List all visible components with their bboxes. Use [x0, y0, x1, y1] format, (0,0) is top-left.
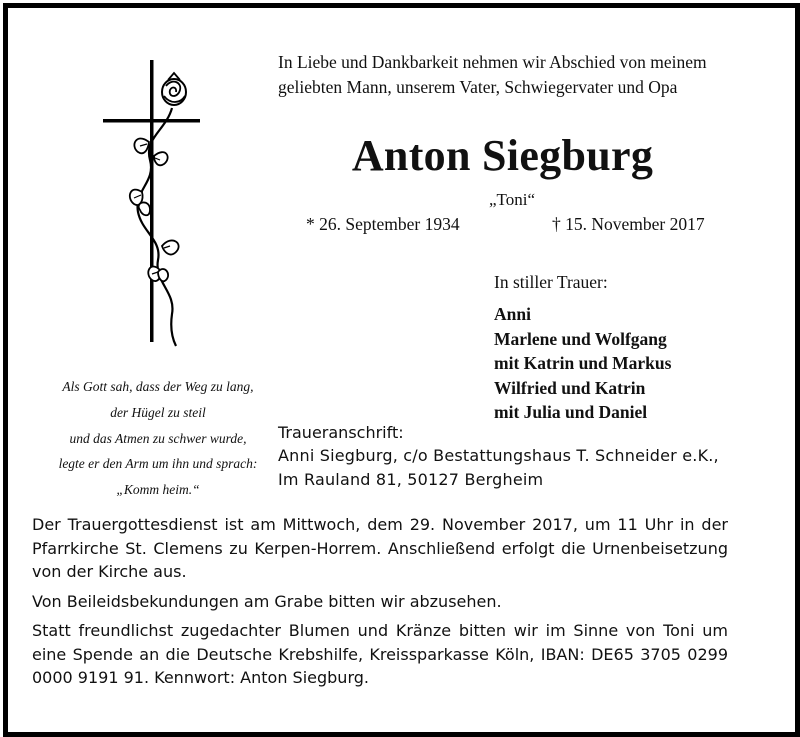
- mourner-name: mit Katrin und Markus: [494, 353, 672, 373]
- mourner-name: Marlene und Wolfgang: [494, 328, 667, 349]
- mourners-list: [494, 302, 671, 425]
- nickname: „Toni“: [489, 190, 536, 209]
- mourner-name: mit Julia und Daniel: [494, 402, 648, 422]
- poem-line: Als Gott sah, dass der Weg zu lang,: [62, 379, 254, 394]
- birth-date: * 26. September 1934: [306, 214, 460, 234]
- condolences-paragraph: Von Beileidsbekundungen am Grabe bitten wir abzusehen.: [32, 592, 502, 611]
- poem-line: „Komm heim.“: [116, 482, 200, 498]
- service-paragraph: Der Trauergottesdienst ist am Mittwoch, dem 29. November 2017, um 11 Uhr in der Pfarrkirche St. Clemens zu Kerpen-Horrem. Anschließend erfolgt die Urnenbeisetzung von der Kirche aus.: [32, 515, 728, 581]
- intro-line-1: In Liebe und Dankbarkeit nehmen wir Abschied von meinem: [278, 52, 707, 72]
- address-line-1: Anni Siegburg, c/o Bestattungshaus T. Schneider e.K.,: [278, 446, 719, 465]
- deceased-name: Anton Siegburg: [351, 131, 654, 180]
- death-date: † 15. November 2017: [552, 214, 705, 234]
- poem-line: der Hügel zu steil: [110, 404, 206, 420]
- poem-line: und das Atmen zu schwer wurde,: [69, 430, 247, 446]
- cross-with-rose-icon: [100, 60, 220, 350]
- poem: [48, 374, 268, 503]
- poem-line: legte er den Arm um ihn und sprach:: [58, 456, 258, 472]
- intro-text: [278, 50, 707, 100]
- address-line-2: Im Rauland 81, 50127 Bergheim: [278, 470, 544, 489]
- mourner-name: Anni: [494, 304, 531, 324]
- intro-line-2: geliebten Mann, unserem Vater, Schwiegervater und Opa: [278, 77, 678, 97]
- mourner-name: Wilfried und Katrin: [494, 377, 646, 398]
- address-label: Traueranschrift:: [278, 423, 404, 442]
- donation-paragraph: Statt freundlichst zugedachter Blumen und Kränze bitten wir im Sinne von Toni um eine Spende an die Deutsche Krebshilfe, Kreissparkasse Köln, IBAN: DE65 3705 0299 0000 9191 91. Kennwort: Anton Siegburg.: [32, 621, 728, 687]
- mourning-heading: In stiller Trauer:: [494, 272, 608, 292]
